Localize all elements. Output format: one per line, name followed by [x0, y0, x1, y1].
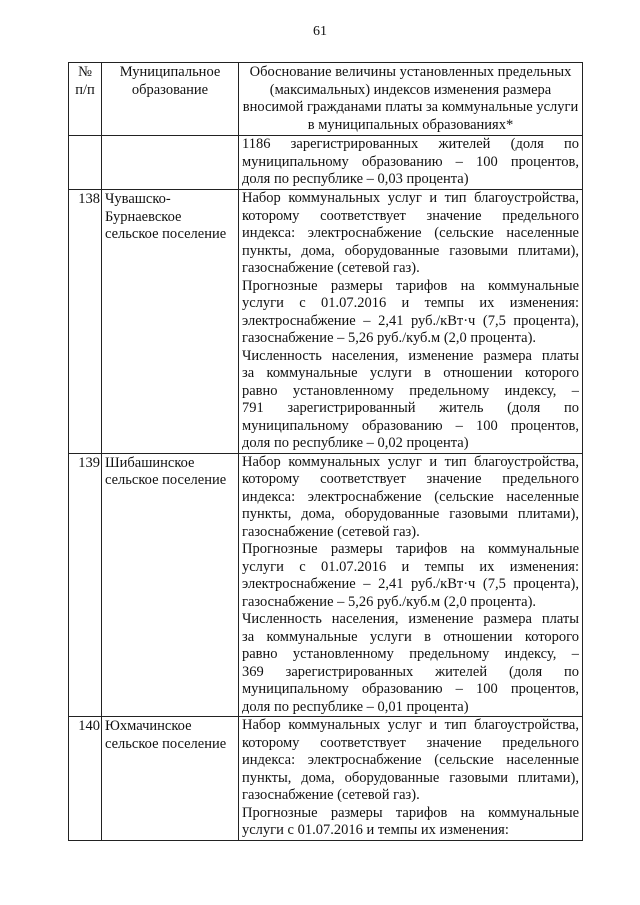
text-line: Численность населения, изменение размера платы — [242, 611, 579, 627]
text-line: Набор коммунальных услуг и тип благоустройства, — [242, 190, 579, 206]
text-line: газоснабжение – 5,26 руб./куб.м (2,0 процента). — [242, 593, 537, 610]
municipality-name: Юхмачинское сельское поселение — [102, 717, 239, 841]
row-number: 138 — [69, 190, 102, 454]
text-line: индекса: электроснабжение (сельские населенные — [242, 752, 579, 768]
text-line: услуги с 01.07.2016 и темпы их изменения: — [242, 295, 579, 311]
text-line: индекса: электроснабжение (сельские населенные — [242, 225, 579, 241]
text-line: доля по республике – 0,02 процента) — [242, 435, 469, 451]
table-header-row — [69, 63, 583, 136]
justification-text — [239, 453, 583, 717]
text-line: которому соответствует значение предельного — [242, 471, 579, 487]
text-line: пункты, дома, оборудованные газовыми плитами), — [242, 769, 579, 786]
text-line: которому соответствует значение предельного — [242, 734, 579, 751]
cell-municipality-empty — [102, 136, 239, 190]
text-line: газоснабжение – 5,26 руб./куб.м (2,0 процента). — [242, 330, 537, 346]
cell-justification-continuation — [239, 136, 583, 190]
header-num: № п/п — [69, 63, 102, 136]
text-line: 791 зарегистрированный житель (доля по — [242, 400, 579, 416]
text-line: Прогнозные размеры тарифов на коммунальные — [242, 804, 579, 821]
text-line: 1186 зарегистрированных жителей (доля по — [242, 136, 579, 152]
municipality-name: Чувашско-Бурнаевское сельское поселение — [102, 190, 239, 454]
text-line: электроснабжение – 2,41 руб./кВт·ч (7,5 процента), — [242, 576, 579, 592]
text-line: Набор коммунальных услуг и тип благоустройства, — [242, 717, 579, 733]
text-line: 369 зарегистрированных жителей (доля по — [242, 663, 579, 680]
table-row — [69, 453, 583, 717]
cell-num-empty — [69, 136, 102, 190]
row-number: 140 — [69, 717, 102, 841]
text-line: пункты, дома, оборудованные газовыми плитами), — [242, 242, 579, 259]
text-line: равно установленному предельному индексу, – — [242, 646, 579, 662]
text-line: за коммунальные услуги в отношении которого — [242, 365, 579, 381]
municipal-index-table — [68, 62, 583, 841]
text-line: муниципальному образованию – 100 процентов, — [242, 417, 579, 434]
text-line: которому соответствует значение предельного — [242, 207, 579, 224]
text-line: доля по республике – 0,01 процента) — [242, 698, 469, 715]
text-line: муниципальному образованию – 100 процентов, — [242, 681, 579, 697]
text-line: услуги с 01.07.2016 и темпы их изменения: — [242, 822, 509, 838]
text-line: муниципальному образованию – 100 процентов, — [242, 153, 579, 170]
text-line: Прогнозные размеры тарифов на коммунальные — [242, 277, 579, 294]
table-row-continuation — [69, 136, 583, 190]
text-line: услуги с 01.07.2016 и темпы их изменения: — [242, 558, 579, 575]
text-line: Набор коммунальных услуг и тип благоустройства, — [242, 453, 579, 470]
row-number: 139 — [69, 453, 102, 717]
text-line: доля по республике – 0,03 процента) — [242, 171, 469, 187]
text-line: электроснабжение – 2,41 руб./кВт·ч (7,5 процента), — [242, 312, 579, 329]
text-line: Прогнозные размеры тарифов на коммунальные — [242, 541, 579, 557]
justification-text — [239, 717, 583, 841]
header-justification: Обоснование величины установленных предельных (максимальных) индексов изменения размера вносимой гражданами платы за коммунальные услуги в муниципальных образованиях* — [239, 63, 583, 136]
text-line: Численность населения, изменение размера платы — [242, 347, 579, 364]
table-row — [69, 717, 583, 841]
text-line: за коммунальные услуги в отношении которого — [242, 628, 579, 645]
text-line: равно установленному предельному индексу, – — [242, 382, 579, 399]
municipality-name: Шибашинское сельское поселение — [102, 453, 239, 717]
text-line: газоснабжение (сетевой газ). — [242, 260, 420, 276]
text-line: газоснабжение (сетевой газ). — [242, 523, 420, 540]
text-line: пункты, дома, оборудованные газовыми плитами), — [242, 506, 579, 522]
text-line: индекса: электроснабжение (сельские населенные — [242, 488, 579, 505]
justification-text — [239, 190, 583, 454]
page-number: 61 — [313, 24, 327, 39]
header-municipality: Муниципальное образование — [102, 63, 239, 136]
table-row — [69, 190, 583, 454]
text-line: газоснабжение (сетевой газ). — [242, 787, 420, 803]
